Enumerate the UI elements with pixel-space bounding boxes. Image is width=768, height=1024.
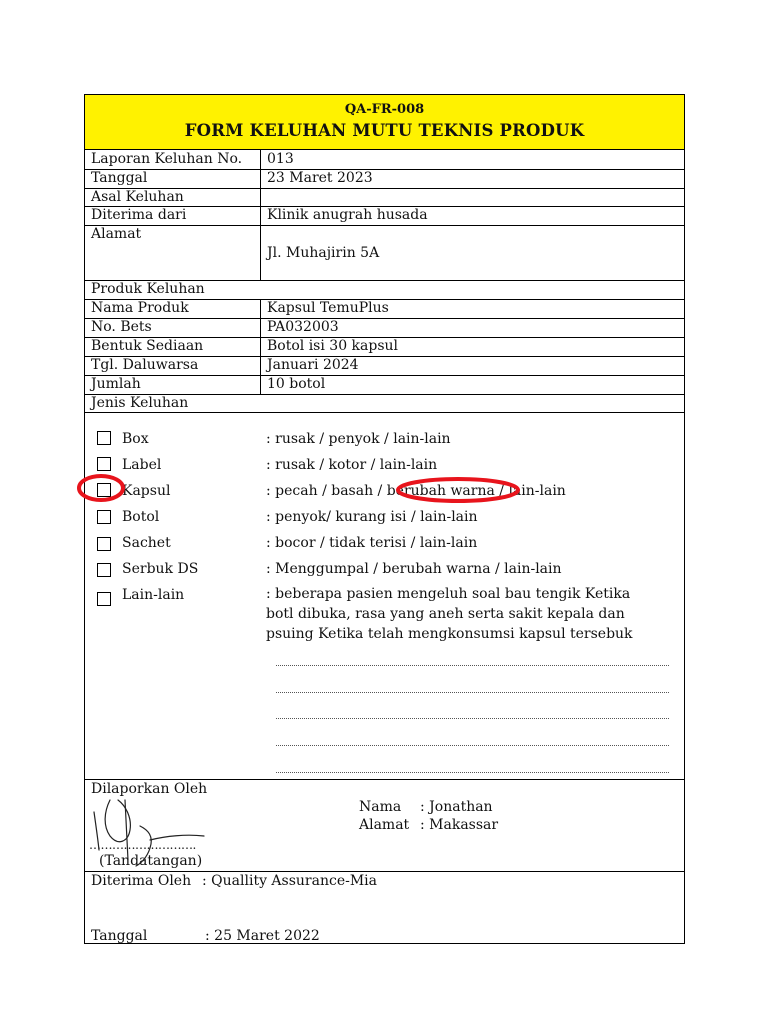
checkbox-box[interactable] (97, 431, 111, 445)
label-diterima-dari: Diterima dari (91, 207, 187, 223)
dotted-line (276, 718, 669, 719)
value-tanggal: 23 Maret 2023 (267, 170, 373, 186)
complaint-form (84, 94, 685, 944)
checkbox-botol[interactable] (97, 510, 111, 524)
value-nama-produk: Kapsul TemuPlus (267, 300, 389, 316)
complaint-box-options: : rusak / penyok / lain-lain (266, 431, 451, 447)
dotted-line (276, 665, 669, 666)
label-alamat: Alamat (91, 226, 142, 242)
dotted-line (276, 772, 669, 773)
label-no-bets: No. Bets (91, 319, 152, 335)
label-bentuk-sediaan: Bentuk Sediaan (91, 338, 204, 354)
form-title: FORM KELUHAN MUTU TEKNIS PRODUK (184, 121, 585, 140)
signature-caption: (Tandatangan) (99, 853, 203, 869)
reported-by-label: Dilaporkan Oleh (91, 781, 208, 797)
complaint-botol-label: Botol (122, 509, 160, 525)
reporter-address-value: : Makassar (420, 817, 499, 833)
signature-dotted-line: ………………………. (89, 838, 196, 852)
label-jumlah: Jumlah (91, 376, 141, 392)
complaint-kapsul-label: Kapsul (122, 483, 171, 499)
checkbox-kapsul[interactable] (97, 483, 111, 497)
value-diterima-dari: Klinik anugrah husada (267, 207, 428, 223)
complaint-lainlain-description: : beberapa pasien mengeluh soal bau tengik Ketika botl dibuka, rasa yang aneh serta sakit kepala dan psuing Ketika telah mengkonsumsi kapsul tersebuk (266, 586, 633, 642)
reporter-name-label: Nama (359, 799, 402, 815)
value-laporan-no: 013 (267, 151, 294, 167)
checkbox-serbuk-ds[interactable] (97, 563, 111, 577)
complaint-kapsul-options: : pecah / basah / berubah warna / lain-lain (266, 483, 566, 499)
label-produk-keluhan: Produk Keluhan (91, 281, 205, 297)
value-no-bets: PA032003 (267, 319, 339, 335)
complaint-box-label: Box (122, 431, 149, 447)
label-jenis-keluhan: Jenis Keluhan (91, 395, 189, 411)
complaint-sachet-label: Sachet (122, 535, 171, 551)
complaint-serbuk-options: : Menggumpal / berubah warna / lain-lain (266, 561, 562, 577)
label-tgl-daluwarsa: Tgl. Daluwarsa (91, 357, 199, 373)
receipt-date-label: Tanggal (91, 928, 148, 944)
receipt-date-value: : 25 Maret 2022 (205, 928, 320, 944)
dotted-line (276, 745, 669, 746)
value-jumlah: 10 botol (267, 376, 326, 392)
form-code: QA-FR-008 (344, 102, 425, 117)
label-tanggal: Tanggal (91, 170, 148, 186)
checkbox-sachet[interactable] (97, 537, 111, 551)
value-bentuk-sediaan: Botol isi 30 kapsul (267, 338, 399, 354)
reporter-address-label: Alamat (359, 817, 410, 833)
complaint-sachet-options: : bocor / tidak terisi / lain-lain (266, 535, 478, 551)
complaint-serbuk-label: Serbuk DS (122, 561, 199, 577)
complaint-lainlain-label: Lain-lain (122, 587, 185, 603)
label-nama-produk: Nama Produk (91, 300, 189, 316)
value-tgl-daluwarsa: Januari 2024 (267, 357, 359, 373)
received-by-label: Diterima Oleh (91, 873, 192, 889)
checkbox-label[interactable] (97, 457, 111, 471)
complaint-botol-options: : penyok/ kurang isi / lain-lain (266, 509, 478, 525)
reporter-name-value: : Jonathan (420, 799, 493, 815)
checkbox-lain-lain[interactable] (97, 592, 111, 606)
label-asal-keluhan: Asal Keluhan (91, 189, 184, 205)
value-alamat: Jl. Muhajirin 5A (267, 245, 380, 261)
complaint-label-options: : rusak / kotor / lain-lain (266, 457, 438, 473)
complaint-label-label: Label (122, 457, 162, 473)
label-laporan-no: Laporan Keluhan No. (91, 151, 243, 167)
dotted-line (276, 692, 669, 693)
form-header (85, 95, 684, 150)
received-by-value: : Quallity Assurance-Mia (202, 873, 377, 889)
